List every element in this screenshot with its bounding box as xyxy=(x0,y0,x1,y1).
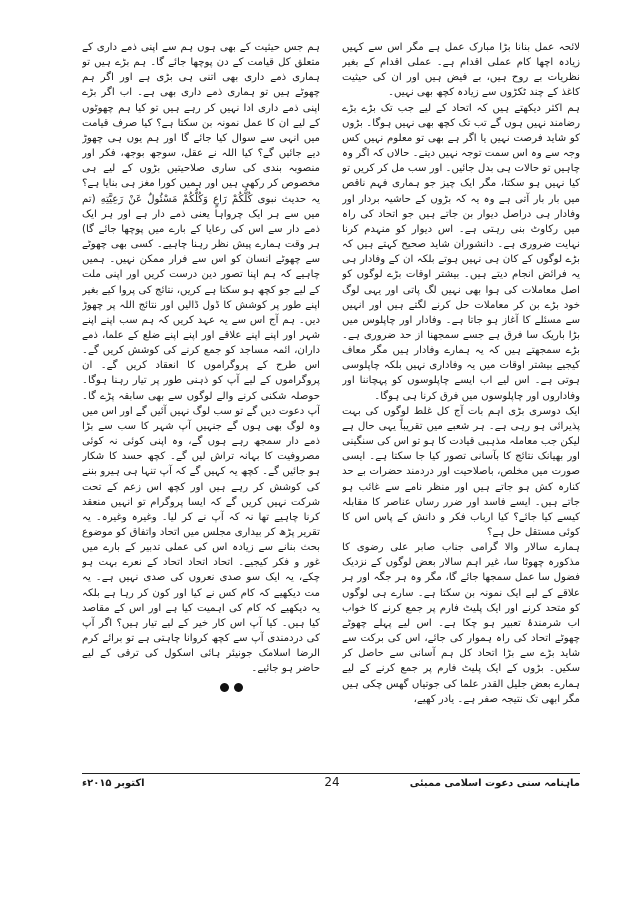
article-end-mark xyxy=(82,683,320,692)
paragraph: ہم جس حیثیت کے بھی ہوں ہم سے اپنی ذمے داری کے متعلق کل قیامت کے دن پوچھا جائے گا۔ ہم بڑے ہیں تو ہماری ذمے داری بھی اتنی ہی بڑی ہے اور اگر ہم چھوٹے ہیں تو ہماری ذمے داری بھی ہے۔ اب اگر بڑے اپنی ذمے داری ادا نہیں کر رہے ہیں تو کیا ہم چھوٹوں کے لیے ان کا عمل نمونہ بن سکتا ہے؟ کیا صرف قیامت میں انہی سے سوال کیا جائے گا اور ہم یوں ہی چھوڑ دیے جائیں گے؟ کیا اللہ نے عقل، سوجھ بوجھ، فکر اور منصوبہ بندی کی ساری صلاحیتیں بڑوں کے لیے ہی مخصوص کر رکھی ہیں اور ہمیں کورا مغز ہی بنایا ہے؟ یہ حدیث نبوی كُلُّكُمْ رَاعٍ وَكُلُّكُمْ مَسْئُولٌ عَنْ رَعِيَّتِهِ (تم میں سے ہر ایک چرواہا یعنی ذمے دار ہے اور ہر ایک ذمے دار سے اس کی رعایا کے بارے میں پوچھا جائے گا) ہر وقت ہمارے پیش نظر رہنا چاہیے۔ کسی بھی چھوٹے سے چھوٹے انسان کو اس سے فرار ممکن نہیں۔ ہمیں چاہیے کہ ہم اپنا تصور دین درست کریں اور اپنی ملت کے لیے جو کچھ ہو سکتا ہے کریں، نتائج کی پروا کیے بغیر اپنے طور پر کوشش کا ڈول ڈالیں اور نتائج اللہ پر چھوڑ دیں۔ ہم آج اس سے یہ عہد کریں کہ ہم سب اپنے اپنے شہر اور اپنے اپنے علاقے اور اپنے اپنے ضلع کے علما، ذمے داران، ائمہ مساجد کو جمع کرنے کی کوشش کریں گے۔ اس طرح کے پروگراموں کا انعقاد کریں گے۔ ان پروگراموں کے لیے آپ کو ذہنی طور پر تیار رہنا ہوگا۔ حوصلہ شکنی کرنے والے لوگوں سے بھی سابقہ پڑے گا۔ آپ دعوت دیں گے تو سب لوگ نہیں آئیں گے اور اس میں وہ لوگ بھی ہوں گے جنہیں آپ شہر کا سب سے بڑا ذمے دار سمجھ رہے ہوں گے، وہ اپنی کوئی نہ کوئی مصروفیت کا بہانہ تراش لیں گے۔ کچھ حسد کا شکار ہو جائیں گے۔ کچھ یہ کہیں گے کہ آپ تنہا ہی ہیرو بننے کی کوشش کر رہے ہیں اور کچھ اس زعم کے تحت شرکت نہیں کریں گے کہ ایسا پروگرام تو انہیں منعقد کرنا چاہیے تھا نہ کہ آپ نے کر لیا۔ وغیرہ وغیرہ۔ یہ تقریر پڑھ کر بیداری مجلس میں اتحاد واتفاق کو موضوع بحث بنانے سے زیادہ اس کی عملی تدبیر کے بارے میں غور و فکر کیجیے۔ اتحاد اتحاد اتحاد کے نعرے بہت ہو چکے، یہ ایک سو صدی نعروں کی صدی نہیں ہے۔ یہ مت دیکھیے کہ کام کس نے کیا اور کون کر رہا ہے بلکہ یہ دیکھیے کہ کام کی اہمیت کیا ہے اور اس کے مقاصد کیا ہیں۔ کیا آپ اس کار خیر کے لیے تیار ہیں؟ اگر آپ کی دردمندی آپ سے کچھ کروانا چاہتی ہے تو برائے کرم الرضا اسلامک جونیئر ہائی اسکول کی ترقی کے لیے حاضر ہو جائیے۔ xyxy=(82,42,320,675)
paragraph: ایک دوسری بڑی اہم بات آج کل غلط لوگوں کی بہت پذیرائی ہو رہی ہے۔ ہر شعبے میں تقریباً یہی حال ہے لیکن جب معاملہ مذہبی قیادت کا ہو تو اس کی سنگینی اور بھیانک نتائج کا بآسانی تصور کیا جا سکتا ہے۔ ایسی صورت میں مخلص، باصلاحیت اور دردمند حضرات بے حد کنارہ کش ہو جاتے ہیں اور منظر نامے سے غائب ہو جاتے ہیں۔ ایسے فاسد اور ضرر رساں عناصر کا مقابلہ کیسے کیا جائے؟ کیا ارباب فکر و دانش کے پاس اس کا کوئی مستقل حل ہے؟ xyxy=(342,405,580,538)
magazine-name: ماہنامہ سنی دعوت اسلامی ممبئی xyxy=(409,778,580,789)
left-column xyxy=(82,40,320,768)
end-dot-icon xyxy=(220,683,229,692)
paragraph: ہمارے سالار والا گرامی جناب صابر علی رضوی کا مذکورہ چھوٹا سا، غیر اہم سالار بعض لوگوں کے نزدیک فضول سا عمل سمجھا جائے گا، مگر وہ ہر جگہ اور ہر علاقے کے لیے ایک نمونہ بن سکتا ہے۔ سارے ہی لوگوں کو متحد کرنے اور ایک پلیٹ فارم پر جمع کرنے کا خواب اب شرمندۂ تعبیر ہو چکا ہے۔ اس لیے پہلے چھوٹے چھوٹے اتحاد کی راہ ہموار کی جائے، اس کی برکت سے شاید بڑے سے بڑا اتحاد کل ہم آسانی سے حاصل کر سکیں۔ بڑوں کے ایک پلیٹ فارم پر جمع کرنے کے لیے ہمارے بعض جلیل القدر علما کی جوتیاں گھس چکی ہیں مگر ابھی تک نتیجہ صفر ہے۔ یادر کھیے، xyxy=(342,542,580,705)
end-dot-icon xyxy=(234,683,243,692)
page-footer xyxy=(82,776,580,794)
issue-date: اکتوبر ۲۰۱۵ء xyxy=(82,778,145,789)
page-number: 24 xyxy=(324,775,340,789)
paragraph: ہم اکثر دیکھتے ہیں کہ اتحاد کے لیے جب تک بڑے بڑے رضامند نہیں ہوں گے تب تک کچھ بھی نہیں ہوگا۔ بڑوں کو شاید فرصت نہیں یا اگر ہے بھی تو معلوم نہیں کس وجہ سے وہ اس سمت توجہ نہیں دیتے۔ حالاں کہ اگر وہ چاہیں تو حالات ہی بدل جائیں۔ اور سب مل کر کریں تو کیا نہیں ہو سکتا، مگر ایک چیز جو ہماری فہم ناقص میں بار بار آتی ہے وہ یہ کہ بڑوں کے حاشیہ بردار اور وفادار ہی دراصل دیوار بن جاتے ہیں جو اتحاد کی راہ میں رکاوٹ بنی رہتی ہے۔ اس دیوار کو منہدم کرنا نہایت ضروری ہے۔ دانشوران شاید صحیح کہتے ہیں کہ بڑے لوگوں کے کان ہی نہیں ہوتے بلکہ ان کے وفادار ہی یہ فرائض انجام دیتے ہیں۔ بیشتر اوقات بڑے لوگوں کو اصل معاملات کی ہوا بھی نہیں لگ پاتی اور یہی لوگ خود بڑے بن کر معاملات حل کرنے لگتے ہیں اور انہیں سے مسئلے کا آغاز ہو جاتا ہے۔ وفادار اور چاپلوس میں بڑا باریک سا فرق ہے جسے سمجھنا از حد ضروری ہے۔ بڑے سمجھتے ہیں کہ یہ ہمارے وفادار ہیں مگر معاف کیجیے بیشتر اوقات میں یہ وفاداری نہیں بلکہ چاپلوسی ہوتی ہے۔ اس لیے اب ایسے چاپلوسوں کو پہچاننا اور وفاداروں اور چاپلوسوں میں فرق کرنا ہی ہوگا۔ xyxy=(342,102,580,402)
right-column xyxy=(342,40,580,768)
paragraph: لائحہ عمل بنانا بڑا مبارک عمل ہے مگر اس سے کہیں زیادہ اچھا کام عملی اقدام ہے۔ عملی اقدام کے بغیر نظریات بے روح ہیں، بے فیض ہیں اور ان کی حیثیت کاغذ کے چند ٹکڑوں سے زیادہ کچھ بھی نہیں۔ xyxy=(342,42,580,99)
article-body xyxy=(82,40,580,768)
